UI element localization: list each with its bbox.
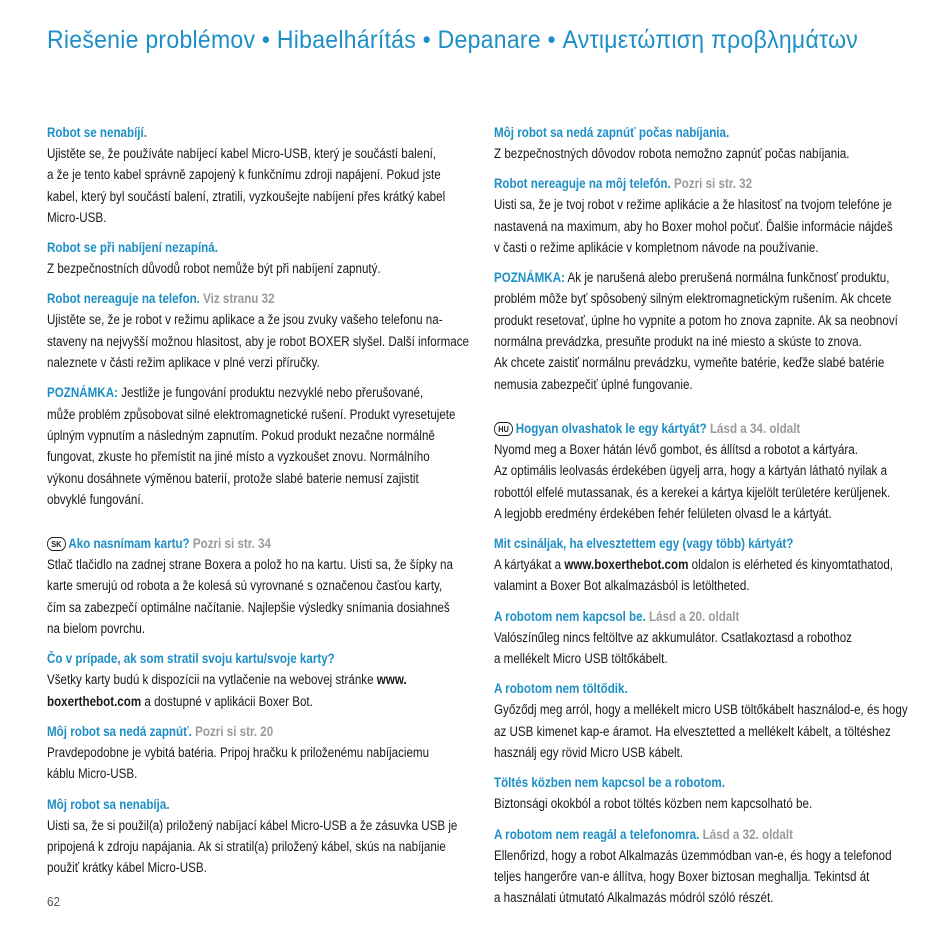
text-line: Győződj meg arról, hogy a mellékelt micro USB töltőkábelt használod-e, és hogy bbox=[494, 702, 908, 718]
text-line bbox=[494, 267, 890, 288]
page-number: 62 bbox=[47, 894, 61, 909]
note-text: Ak je narušená alebo prerušená normálna funkčnosť produktu, bbox=[567, 270, 890, 286]
text-line: használj egy rövid Micro USB kábelt. bbox=[494, 744, 684, 760]
note-label: POZNÁMKA: bbox=[494, 270, 565, 286]
text-line: Uisti sa, že je tvoj robot v režime aplikácie a že hlasitosť na tvojom telefóne je bbox=[494, 197, 892, 213]
section-sk-not-charging bbox=[47, 794, 471, 879]
text-line: normálna prevádzka, presuňte produkt na iné miesto a skúste to znova. bbox=[494, 334, 862, 350]
section-sk-lost-cards bbox=[47, 648, 471, 712]
text-line: A legjobb eredmény érdekében fehér felületen olvasd le a kártyát. bbox=[494, 505, 832, 521]
text-line: použiť krátky kábel Micro-USB. bbox=[47, 860, 207, 876]
page-reference: Pozri si str. 32 bbox=[673, 176, 753, 192]
text-line: a že je tento kabel správně zapojený k funkčnímu zdroji napájení. Pokud jste bbox=[47, 167, 441, 183]
section-heading: Mit csináljak, ha elvesztettem egy (vagy több) kártyát? bbox=[494, 536, 794, 552]
text-line: az USB kimenet kap-e áramot. Ha elvesztetted a mellékelt kábelt, a töltéshez bbox=[494, 723, 891, 739]
section-sk-scan-card bbox=[47, 533, 471, 639]
section-heading: Robot se při nabíjení nezapíná. bbox=[47, 240, 218, 256]
text-line: Ellenőrizd, hogy a robot Alkalmazás üzemmódban van-e, és hogy a telefonod bbox=[494, 847, 892, 863]
text-line: valamint a Boxer Bot alkalmazásból is letöltheted. bbox=[494, 578, 750, 594]
language-gap bbox=[47, 519, 471, 533]
section-heading: Môj robot sa nenabíja. bbox=[47, 796, 170, 812]
section-sk-phone bbox=[494, 173, 918, 258]
text-line: Z bezpečnostných dôvodov robota nemožno zapnúť počas nabíjania. bbox=[494, 146, 850, 161]
section-sk-note bbox=[494, 267, 918, 395]
section-heading bbox=[494, 606, 859, 627]
text-line: naleznete v části režim aplikace v plné verzi příručky. bbox=[47, 355, 320, 371]
section-hu-lost-cards bbox=[494, 533, 918, 597]
text-line: v časti o režime aplikácie v kompletnom návode na používanie. bbox=[494, 239, 819, 255]
text-line: pripojená k zdroju napájania. Ak si stratil(a) priložený kábel, skús na nabíjanie bbox=[47, 838, 446, 854]
text-line: Stlač tlačidlo na zadnej strane Boxera a polož ho na kartu. Uisti sa, že šípky na bbox=[47, 557, 453, 573]
text-line bbox=[47, 382, 424, 403]
text-line: Ujistěte se, že je robot v režimu aplikace a že jsou zvuky vašeho telefonu na- bbox=[47, 312, 443, 328]
language-badge-sk: SK bbox=[47, 537, 66, 551]
page-reference: Pozri si str. 34 bbox=[192, 536, 271, 552]
text-line: Nyomd meg a Boxer hátán lévő gombot, és állítsd a robotot a kártyára. bbox=[494, 441, 858, 457]
text-line: karte smerujú od robota a že kolesá sú vyrovnané s označenou časťou karty, bbox=[47, 578, 443, 594]
section-heading bbox=[47, 533, 412, 554]
text-line: staveny na nejvyšší možnou hlasitost, aby je robot BOXER slyšel. Další informace bbox=[47, 333, 470, 349]
text-line: problém môže byť spôsobený silným elektromagnetickým rušením. Ak chcete bbox=[494, 291, 892, 307]
section-heading: Robot se nenabíjí. bbox=[47, 125, 147, 140]
text-line: úplným vypnutím a následným zapnutím. Pokud produkt nezačne normálně bbox=[47, 427, 435, 443]
section-hu-no-power-charging bbox=[494, 772, 918, 814]
text-line: Všetky karty budú k dispozícii na vytlačenie na webovej stránke www. bbox=[47, 672, 407, 688]
text-line: a használati útmutató Alkalmazás módról szóló részét. bbox=[494, 890, 774, 906]
text-line: Uisti sa, že si použil(a) priložený nabíjací kábel Micro-USB a že zásuvka USB je bbox=[47, 817, 458, 833]
heading-text: Robot nereaguje na môj telefón. bbox=[494, 176, 671, 192]
text-line: Micro-USB. bbox=[47, 209, 107, 225]
text-line: Pravdepodobne je vybitá batéria. Pripoj hračku k priloženému nabíjaciemu bbox=[47, 744, 430, 760]
text-line: Az optimális leolvasás érdekében ügyelj arra, hogy a kártyán látható nyilak a bbox=[494, 463, 888, 479]
section-sk-no-power-charging bbox=[494, 122, 918, 164]
section-hu-wont-turn-on bbox=[494, 606, 918, 670]
page-reference: Viz stranu 32 bbox=[203, 291, 275, 307]
text-line: kabel, který byl součástí balení, ztratili, vyzkoušejte nabíjení přes krátký kabel bbox=[47, 188, 446, 204]
text-line: může problém způsobovat silné elektromagnetické rušení. Produkt vyresetujete bbox=[47, 406, 456, 422]
section-heading bbox=[494, 824, 859, 845]
website-link: boxerthebot.com bbox=[47, 693, 142, 709]
text-line: Ujistěte se, že používáte nabíjecí kabel Micro-USB, který je součástí balení, bbox=[47, 146, 437, 161]
heading-text: A robotom nem kapcsol be. bbox=[494, 608, 646, 624]
section-hu-read-card bbox=[494, 418, 918, 524]
language-gap bbox=[494, 404, 918, 418]
text-line: a mellékelt Micro USB töltőkábelt. bbox=[494, 651, 668, 667]
section-heading: Töltés közben nem kapcsol be a robotom. bbox=[494, 775, 725, 791]
heading-text: Hogyan olvashatok le egy kártyát? bbox=[515, 420, 707, 436]
text-line: Z bezpečnostních důvodů robot nemůže být při nabíjení zapnutý. bbox=[47, 261, 381, 277]
right-column bbox=[494, 122, 918, 917]
text-line: Valószínűleg nincs feltöltve az akkumulátor. Csatlakoztasd a robothoz bbox=[494, 629, 852, 645]
text-line: teljes hangerőre van-e állítva, hogy Boxer biztosan meghallja. Tekintsd át bbox=[494, 868, 870, 884]
section-heading bbox=[494, 173, 859, 194]
page-reference: Lásd a 32. oldalt bbox=[702, 826, 793, 842]
language-badge-hu: HU bbox=[494, 422, 513, 436]
text-line: robottól elfelé mutassanak, és a kerekei a kártya kijelölt területére kerüljenek. bbox=[494, 484, 891, 500]
page-reference: Lásd a 20. oldalt bbox=[649, 608, 740, 624]
heading-text: Robot nereaguje na telefon. bbox=[47, 291, 200, 307]
text-line: boxerthebot.com a dostupné v aplikácii Boxer Bot. bbox=[47, 693, 313, 709]
section-hu-not-charging bbox=[494, 678, 918, 763]
page-reference: Pozri si str. 20 bbox=[195, 723, 274, 739]
page-reference: Lásd a 34. oldalt bbox=[709, 420, 801, 436]
text-line: nastavená na maximum, aby ho Boxer mohol počuť. Ďalšie informácie nájdeš bbox=[494, 218, 893, 234]
section-cz-note bbox=[47, 382, 471, 510]
text-line: produkt resetovať, úplne ho vypnite a potom ho znova zapnite. Ak sa neobnoví bbox=[494, 312, 898, 328]
heading-text: A robotom nem reagál a telefonomra. bbox=[494, 826, 700, 842]
heading-text: Môj robot sa nedá zapnúť. bbox=[47, 723, 192, 739]
section-heading: Môj robot sa nedá zapnúť počas nabíjania. bbox=[494, 125, 730, 140]
text-line: na bielom povrchu. bbox=[47, 621, 146, 637]
text-line: čím sa zabezpečí optimálne načítanie. Najlepšie výsledky snímania dosiahneš bbox=[47, 599, 450, 615]
website-link: www.boxerthebot.com bbox=[564, 557, 689, 573]
text-line: Biztonsági okokból a robot töltés közben nem kapcsolható be. bbox=[494, 796, 813, 812]
text-line: fungovat, zkuste ho přemístit na jiné místo a vyzkoušet znovu. Normálního bbox=[47, 449, 430, 465]
section-cz-phone bbox=[47, 288, 471, 373]
note-label: POZNÁMKA: bbox=[47, 385, 118, 401]
heading-text: Ako nasnímam kartu? bbox=[68, 536, 190, 552]
text-line: výkonu dosáhnete výměnou baterií, protože slabé baterie nemusí zajistit bbox=[47, 470, 419, 486]
note-text: Jestliže je fungování produktu nezvyklé nebo přerušované, bbox=[121, 385, 424, 401]
website-link: www. bbox=[376, 672, 407, 688]
text-line: A kártyákat a www.boxerthebot.com oldalon is elérheted és kinyomtathatod, bbox=[494, 557, 894, 573]
section-heading: A robotom nem töltődik. bbox=[494, 681, 628, 697]
section-heading: Čo v prípade, ak som stratil svoju kartu/svoje karty? bbox=[47, 651, 335, 667]
page-title: Riešenie problémov • Hibaelhárítás • Depanare • Αντιμετώπιση προβλημάτων bbox=[47, 26, 859, 54]
section-hu-phone bbox=[494, 824, 918, 909]
section-heading bbox=[494, 418, 859, 439]
text-line: nemusia zabezpečiť úplné fungovanie. bbox=[494, 376, 693, 392]
section-heading bbox=[47, 721, 412, 742]
text-line: káblu Micro-USB. bbox=[47, 766, 138, 782]
text-line: obvyklé fungování. bbox=[47, 491, 144, 507]
text-line: Ak chcete zaistiť normálnu prevádzku, vymeňte batérie, keďže slabé batérie bbox=[494, 355, 885, 371]
section-sk-wont-turn-on bbox=[47, 721, 471, 785]
left-column bbox=[47, 122, 471, 887]
section-cz-not-charging bbox=[47, 122, 471, 228]
section-heading bbox=[47, 288, 412, 309]
section-cz-no-power-charging bbox=[47, 237, 471, 279]
